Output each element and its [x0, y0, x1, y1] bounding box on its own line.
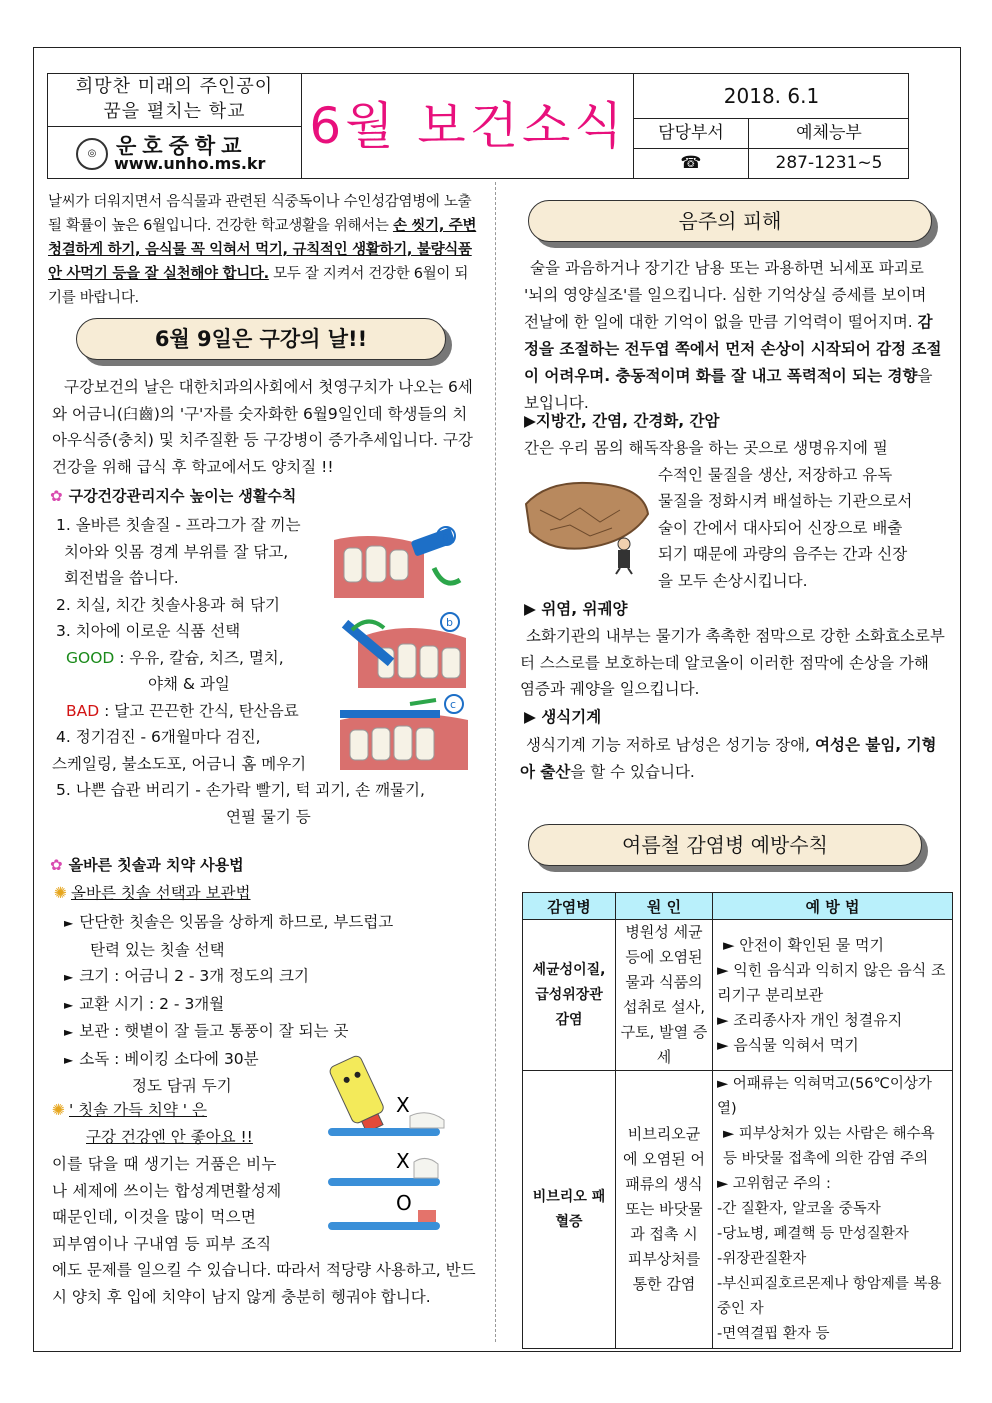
phone-number: 287-1231~5: [748, 149, 909, 178]
table-header-row: [523, 893, 953, 920]
liver-illustration: [520, 470, 654, 575]
tip-item: 정도 담궈 두기: [132, 1077, 232, 1095]
rule-item: 회전법을 씁니다.: [64, 569, 179, 587]
issue-date: 2018. 6.1: [633, 74, 909, 119]
rule-item: 4. 정기검진 - 6개월마다 검진,: [56, 728, 261, 746]
arrow-icon: ►: [64, 997, 74, 1012]
liver-line: 술이 간에서 대사되어 신장으로 배출: [658, 518, 903, 537]
prevention-item: ► 조리종사자 개인 청결유지: [717, 1010, 903, 1029]
rule-item: 5. 나쁜 습관 버리기 - 손가락 빨기, 턱 괴기, 손 깨물기,: [56, 781, 425, 799]
prevention-item: -당뇨병, 폐결핵 등 만성질환자: [717, 1226, 909, 1242]
illustration-label: b: [446, 616, 453, 629]
column-header: 원 인: [616, 893, 713, 920]
tip-item: 탄력 있는 칫솔 선택: [90, 940, 225, 959]
oral-rules-heading-text: 구강건강관리지수 높이는 생활수칙: [68, 487, 297, 505]
liver-heading: ▶지방간, 간염, 간경화, 간암: [524, 412, 720, 430]
bad-label: BAD: [66, 701, 100, 720]
body-line: 피부염이나 구내염 등 피부 조직: [52, 1234, 272, 1253]
prevention-item: ► 어패류는 익혀먹고(56℃이상가열): [717, 1076, 932, 1117]
alcohol-heading: 음주의 피해: [528, 200, 932, 242]
school-motto: [48, 74, 302, 127]
prevention-item: -간 질환자, 알코올 중독자: [717, 1201, 881, 1217]
repro-emphasis: 여성은 불임, 기형아 출산: [520, 736, 937, 781]
alcohol-text: 술을 과음하거나 장기간 남용 또는 과용하면 뇌세포 파괴로 '뇌의 영양실조'를 일으킵니다. 심한 기억상실 증세를 보이며 전날에 한 일에 대한 기억이 없을 만큼 기억력이 떨어지며.: [524, 259, 927, 331]
repro-text: 을 할 수 있습니다.: [570, 762, 695, 781]
dept-value: 예체능부: [748, 119, 909, 149]
bad-mark: X: [396, 1149, 410, 1173]
illustration-label: c: [450, 698, 457, 711]
column-header: 감염병: [523, 893, 616, 920]
rule-item: 1. 올바른 칫솔질 - 프라그가 잘 끼는: [56, 516, 301, 534]
page-title: 6월 보건소식: [309, 97, 627, 155]
phone-icon: ☎: [633, 149, 748, 178]
motto-line: 희망찬 미래의 주인공이: [75, 76, 274, 97]
good-foods: : 우유, 칼슘, 치즈, 멸치,: [114, 648, 284, 667]
prevention-item: ► 피부상처가 있는 사람은 해수욕 등 바닷물 접촉에 의한 감염 주의: [723, 1126, 935, 1167]
arrow-icon: ►: [64, 916, 74, 930]
intro-paragraph: [48, 190, 478, 310]
repro-text: 생식기계 기능 저하로 남성은 성기능 장애,: [526, 736, 816, 754]
table-row: [523, 1071, 953, 1349]
flower-icon: ✿: [50, 856, 63, 874]
school-url: www.unho.ms.kr: [114, 154, 266, 173]
toothbrush-sub1-text: 올바른 칫솔 선택과 보관법: [71, 884, 251, 902]
tip-item: 단단한 칫솔은 잇몸을 상하게 하므로, 부드럽고: [79, 913, 394, 931]
toothpaste-body-end: 에도 문제를 일으킬 수 있습니다. 따라서 적당량 사용하고, 반드시 양치 후 입에 치약이 남지 않게 충분히 헹궈야 합니다.: [52, 1261, 476, 1306]
dept-label: 담당부서: [633, 119, 748, 149]
good-foods: 야채 & 과일: [148, 675, 230, 693]
summer-heading: 여름철 감염병 예방수칙: [528, 824, 922, 866]
brushing-illustration-a: [334, 520, 464, 598]
prevention-item: -면역결핍 환자 등: [717, 1326, 830, 1342]
tip-item: 소독 : 베이킹 소다에 30분: [79, 1049, 259, 1068]
newsletter-header: [47, 73, 909, 179]
prevention-item: ► 익힌 음식과 익히지 않은 음식 조리기구 분리보관: [717, 960, 946, 1004]
toothbrush-heading: [50, 852, 474, 879]
oral-day-body: 구강보건의 날은 대한치과의사회에서 첫영구치가 나오는 6세와 어금니(臼齒)의 '구'자를 숫자화한 6월9일인데 학생들의 치아우식증(충치) 및 치주질환 등 구강병이 증가추세입니다. 구강건강을 위해 급식 후 학교에서도 양치질 !!: [52, 378, 473, 476]
bad-mark: X: [396, 1093, 410, 1117]
brushing-illustration-c: [340, 690, 468, 770]
flower-icon: ✿: [50, 487, 63, 505]
prevention-item: -부신피질호르몬제나 항암제를 복용 중인 자: [717, 1276, 942, 1317]
prevention-item: ► 고위험군 주의 :: [717, 1176, 831, 1192]
table-row: [523, 920, 953, 1071]
alcohol-emphasis: 감정을 조절하는 전두엽 쪽에서 먼저 손상이 시작되어 감정 조절이 어려우며. 충동적이며 화를 잘 내고 폭력적이 되는 경향: [524, 313, 942, 385]
prevention-item: -위장관질환자: [717, 1251, 807, 1267]
intro-text: 모두 잘 지켜서 건강한 6월이 되기를 바랍니다.: [48, 266, 469, 306]
rule-item: 3. 치아에 이로운 식품 선택: [56, 622, 241, 640]
alcohol-text: 을 보입니다.: [524, 367, 933, 412]
prevention-item: ► 안전이 확인된 물 먹기: [723, 935, 885, 954]
cause-cell: 비브리오균에 오염된 어패류의 생식 또는 바닷물과 접촉 시 피부상처를 통한 감염: [616, 1071, 713, 1349]
school-seal-icon: ◎: [76, 138, 108, 170]
rule-item: 2. 치실, 치간 칫솔사용과 혀 닦기: [56, 595, 281, 614]
stomach-body: 소화기관의 내부는 물기가 촉촉한 점막으로 강한 소화효소로부터 스스로를 보호하는데 알코올이 이러한 점막에 손상을 가해 염증과 궤양을 일으킵니다.: [520, 627, 945, 698]
repro-heading: ▶ 생식기계: [524, 708, 602, 726]
motto-line: 꿈을 펼치는 학교: [103, 101, 246, 122]
rule-item: 스케일링, 불소도포, 어금니 홈 메우기: [52, 754, 307, 773]
oral-rules-list-tail: [56, 777, 476, 830]
liver-line: 수적인 물질을 생산, 저장하고 유독: [658, 465, 893, 484]
liver-line: 물질을 정화시켜 배설하는 기관으로서: [658, 492, 913, 510]
prevention-item: ► 음식물 익혀서 먹기: [717, 1035, 859, 1054]
toothpaste-body: [52, 1151, 322, 1257]
school-info: [48, 127, 302, 178]
toothbrush-sub2-text: 구강 건강엔 안 좋아요 !!: [86, 1127, 253, 1146]
tip-item: 크기 : 어금니 2 - 3개 정도의 크기: [79, 967, 309, 985]
intro-text: 날씨가 더워지면서 음식물과 관련된 식중독이나 수인성감염병에 노출될 확률이 높은 6월입니다. 건강한 학교생활을 위해서는: [48, 194, 472, 234]
tip-item: 교환 시기 : 2 - 3개월: [79, 994, 225, 1013]
arrow-icon: ►: [64, 1052, 74, 1067]
body-line: 나 세제에 쓰이는 합성계면활성제: [52, 1181, 282, 1200]
toothbrush-heading-text: 올바른 칫솔과 치약 사용법: [68, 856, 244, 874]
body-line: 때문인데, 이것을 많이 먹으면: [52, 1208, 257, 1226]
sun-icon: ✺: [52, 1101, 65, 1119]
tip-item: 보관 : 햇볕이 잘 들고 통풍이 잘 되는 곳: [79, 1022, 349, 1040]
sun-icon: ✺: [54, 884, 67, 902]
body-line: 이를 닦을 때 생기는 거품은 비누: [52, 1155, 277, 1173]
toothbrush-sub2-text: ' 칫솔 가득 치약 ' 은: [69, 1101, 207, 1119]
bad-foods: : 달고 끈끈한 간식, 탄산음료: [99, 701, 299, 720]
brushing-illustration-b: [338, 608, 466, 688]
prevention-cell: [713, 1071, 953, 1349]
oral-rules-list: [52, 512, 346, 777]
liver-line: 을 모두 손상시킵니다.: [658, 571, 808, 590]
good-mark: O: [396, 1191, 412, 1215]
oral-day-heading: 6월 9일은 구강의 날!!: [76, 318, 446, 360]
stomach-heading: ▶ 위염, 위궤양: [524, 600, 628, 618]
alcohol-paragraph: [524, 255, 946, 417]
oral-rules-heading: [50, 483, 474, 510]
arrow-icon: ►: [64, 1025, 74, 1039]
liver-line: 간은 우리 몸의 해독작용을 하는 곳으로 생명유지에 필: [524, 439, 888, 457]
disease-cell: 세균성이질, 급성위장관 감염: [523, 920, 616, 1071]
toothbrush-sub1: [54, 880, 478, 907]
column-header: 예 방 법: [713, 893, 953, 920]
disease-cell: 비브리오 패혈증: [523, 1071, 616, 1349]
prevention-cell: [713, 920, 953, 1071]
intro-emphasis: 손 씻기, 주변 청결하게 하기, 음식물 꼭 익혀서 먹기, 규칙적인 생활하기, 불량식품 안 사먹기 등을 잘 실천해야 합니다.: [48, 218, 477, 282]
cause-cell: 병원성 세균 등에 오염된 물과 식품의 섭취로 설사, 구토, 발열 증세: [616, 920, 713, 1071]
repro-body: [520, 732, 948, 785]
infection-table: [522, 892, 953, 1349]
rule-item: 치아와 잇몸 경계 부위를 잘 닦고,: [64, 542, 289, 561]
rule-item: 연필 물기 등: [226, 807, 311, 826]
liver-line: 되기 때문에 과량의 음주는 간과 신장: [658, 545, 908, 563]
toothpaste-illustration: [318, 1050, 468, 1240]
column-divider: [495, 182, 496, 1342]
school-name: 운호중학교: [116, 134, 248, 158]
good-label: GOOD: [66, 648, 115, 667]
illustration-label: a: [442, 530, 449, 543]
arrow-icon: ►: [64, 970, 74, 984]
toothbrush-sub2: [52, 1097, 312, 1150]
